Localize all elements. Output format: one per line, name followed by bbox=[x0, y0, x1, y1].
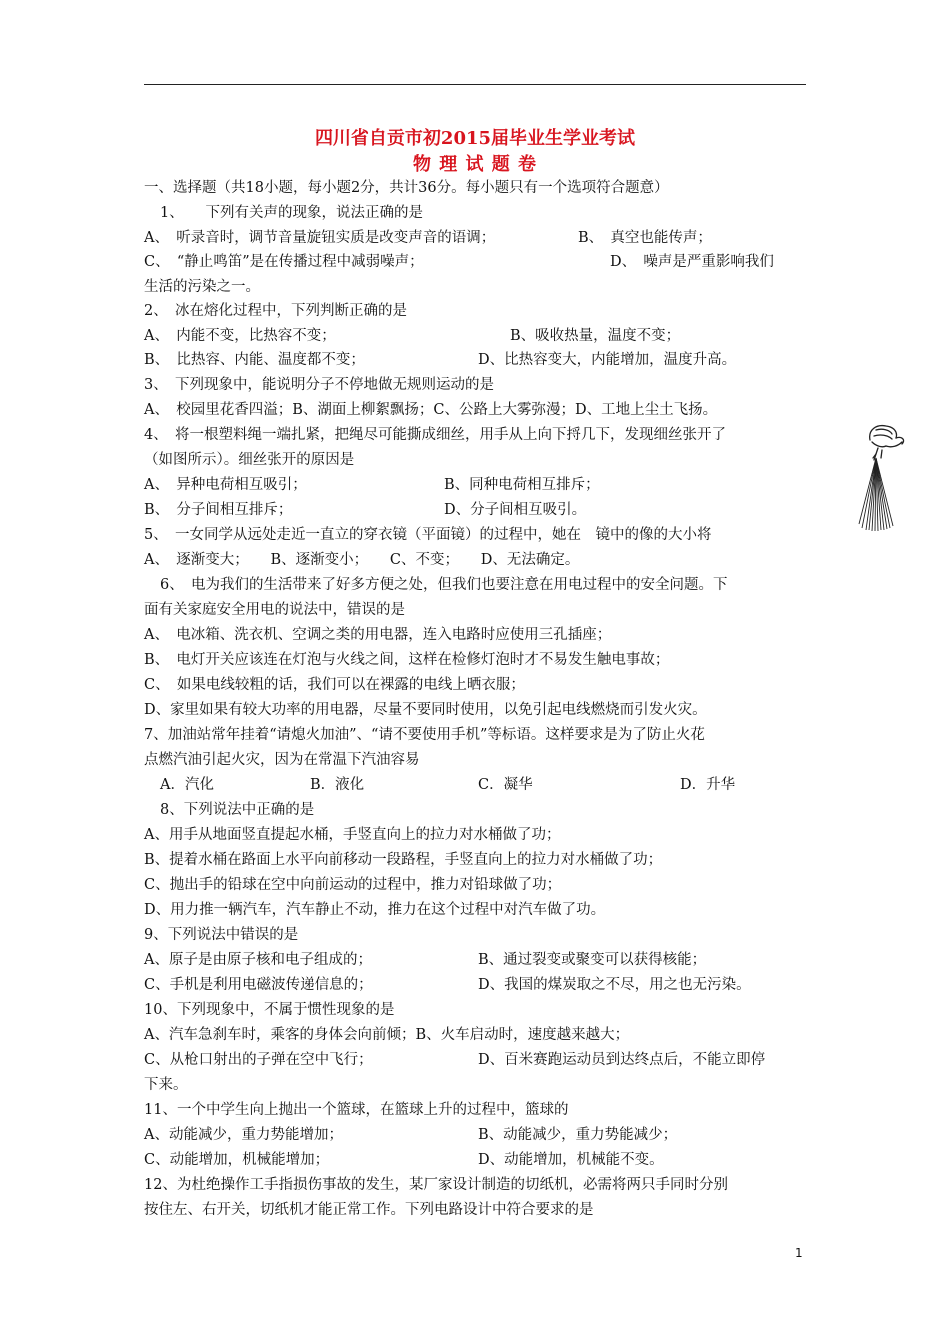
q11-option-c: C、动能增加，机械能增加； bbox=[144, 1152, 330, 1168]
q9-option-d: D、我国的煤炭取之不尽，用之也无污染。 bbox=[478, 977, 751, 993]
q6-option-b: B、 电灯开关应该连在灯泡与火线之间，这样在检修灯泡时才不易发生触电事故； bbox=[144, 652, 670, 668]
q8-option-c: C、抛出手的铅球在空中向前运动的过程中，推力对铅球做了功； bbox=[144, 877, 562, 893]
header-rule bbox=[144, 84, 806, 85]
q11-stem: 11、一个中学生向上抛出一个篮球，在篮球上升的过程中，篮球的 bbox=[144, 1102, 569, 1118]
q6-option-d: D、家里如果有较大功率的用电器，尽量不要同时使用，以免引起电线燃烧而引发火灾。 bbox=[144, 702, 707, 718]
q11-option-a: A、动能减少，重力势能增加； bbox=[144, 1127, 343, 1143]
q10-option-d: D、百米赛跑运动员到达终点后，不能立即停 bbox=[478, 1052, 766, 1068]
q1-option-c: C、 “静止鸣笛”是在传播过程中减弱噪声； bbox=[144, 254, 424, 270]
q1-option-d: D、 噪声是严重影响我们 bbox=[610, 254, 774, 270]
q4-option-a: A、 异种电荷相互吸引； bbox=[144, 477, 307, 493]
q9-option-c: C、手机是利用电磁波传递信息的； bbox=[144, 977, 373, 993]
q7-option-b: B．液化 bbox=[310, 777, 365, 793]
q1-option-b: B、 真空也能传声； bbox=[578, 230, 712, 246]
q2-option-b: B、吸收热量，温度不变； bbox=[510, 328, 681, 344]
q12-stem: 12、为杜绝操作工手指损伤事故的发生，某厂家设计制造的切纸机，必需将两只手同时分别 bbox=[144, 1177, 728, 1193]
q7-stem-cont: 点燃汽油引起火灾，因为在常温下汽油容易 bbox=[144, 752, 420, 768]
q4-stem-cont: （如图所示）。细丝张开的原因是 bbox=[144, 452, 355, 468]
q11-option-d: D、动能增加，机械能不变。 bbox=[478, 1152, 664, 1168]
q5-stem: 5、 一女同学从远处走近一直立的穿衣镜（平面镜）的过程中，她在 镜中的像的大小将 bbox=[144, 527, 712, 543]
section-header: 一、选择题（共18小题，每小题2分，共计36分。每小题只有一个选项符合题意） bbox=[144, 180, 669, 196]
q4-option-c: B、 分子间相互排斥； bbox=[144, 502, 293, 518]
q8-stem: 8、下列说法中正确的是 bbox=[160, 802, 315, 818]
q10-option-d-cont: 下来。 bbox=[144, 1077, 188, 1093]
q8-option-a: A、用手从地面竖直提起水桶，手竖直向上的拉力对水桶做了功； bbox=[144, 827, 561, 843]
split-rope-figure bbox=[852, 418, 912, 536]
q6-stem-cont: 面有关家庭安全用电的说法中，错误的是 bbox=[144, 602, 405, 618]
q8-option-d: D、用力推一辆汽车，汽车静止不动，推力在这个过程中对汽车做了功。 bbox=[144, 902, 606, 918]
exam-title: 四川省自贡市初2015届毕业生学业考试 bbox=[314, 128, 636, 149]
q1-stem: 1、 下列有关声的现象，说法正确的是 bbox=[160, 205, 423, 221]
q8-option-b: B、提着水桶在路面上水平向前移动一段路程，手竖直向上的拉力对水桶做了功； bbox=[144, 852, 663, 868]
q3-options: A、 校园里花香四溢；B、湖面上柳絮飘扬；C、公路上大雾弥漫；D、工地上尘土飞扬。 bbox=[144, 402, 718, 418]
q7-option-d: D．升华 bbox=[680, 777, 736, 793]
q4-stem: 4、 将一根塑料绳一端扎紧，把绳尽可能撕成细丝，用手从上向下捋几下，发现细丝张开了 bbox=[144, 427, 726, 443]
page-number: 1 bbox=[795, 1246, 803, 1260]
q9-option-b: B、通过裂变或聚变可以获得核能； bbox=[478, 952, 707, 968]
q6-option-a: A、 电冰箱、洗衣机、空调之类的用电器，连入电路时应使用三孔插座； bbox=[144, 627, 612, 643]
q10-options-ab: A、汽车急刹车时，乘客的身体会向前倾；B、火车启动时，速度越来越大； bbox=[144, 1027, 630, 1043]
q2-stem: 2、 冰在熔化过程中，下列判断正确的是 bbox=[144, 303, 407, 319]
q9-option-a: A、原子是由原子核和电子组成的； bbox=[144, 952, 372, 968]
q2-option-a: A、 内能不变，比热容不变； bbox=[144, 328, 336, 344]
q5-options: A、 逐渐变大； B、逐渐变小； C、不变； D、无法确定。 bbox=[144, 552, 580, 568]
q1-option-d-cont: 生活的污染之一。 bbox=[144, 279, 260, 295]
q9-stem: 9、下列说法中错误的是 bbox=[144, 927, 299, 943]
q10-option-c: C、从枪口射出的子弹在空中飞行； bbox=[144, 1052, 373, 1068]
q7-option-c: C．凝华 bbox=[478, 777, 533, 793]
q7-option-a: A．汽化 bbox=[160, 777, 214, 793]
q2-option-c: B、 比热容、内能、温度都不变； bbox=[144, 352, 365, 368]
q3-stem: 3、 下列现象中，能说明分子不停地做无规则运动的是 bbox=[144, 377, 494, 393]
q1-option-a: A、 听录音时，调节音量旋钮实质是改变声音的语调； bbox=[144, 230, 496, 246]
exam-subtitle: 物 理 试 题 卷 bbox=[412, 154, 538, 175]
q4-option-d: D、分子间相互吸引。 bbox=[444, 502, 587, 518]
q10-stem: 10、下列现象中，不属于惯性现象的是 bbox=[144, 1002, 395, 1018]
q4-option-b: B、同种电荷相互排斥； bbox=[444, 477, 600, 493]
q7-stem: 7、加油站常年挂着“请熄火加油”、“请不要使用手机”等标语。这样要求是为了防止火花 bbox=[144, 727, 705, 743]
q6-stem: 6、 电为我们的生活带来了好多方便之处，但我们也要注意在用电过程中的安全问题。下 bbox=[160, 577, 728, 593]
q11-option-b: B、动能减少，重力势能减少； bbox=[478, 1127, 678, 1143]
q12-stem-cont: 按住左、右开关，切纸机才能正常工作。下列电路设计中符合要求的是 bbox=[144, 1202, 594, 1218]
q6-option-c: C、 如果电线较粗的话，我们可以在裸露的电线上晒衣服； bbox=[144, 677, 525, 693]
q2-option-d: D、比热容变大，内能增加，温度升高。 bbox=[478, 352, 737, 368]
